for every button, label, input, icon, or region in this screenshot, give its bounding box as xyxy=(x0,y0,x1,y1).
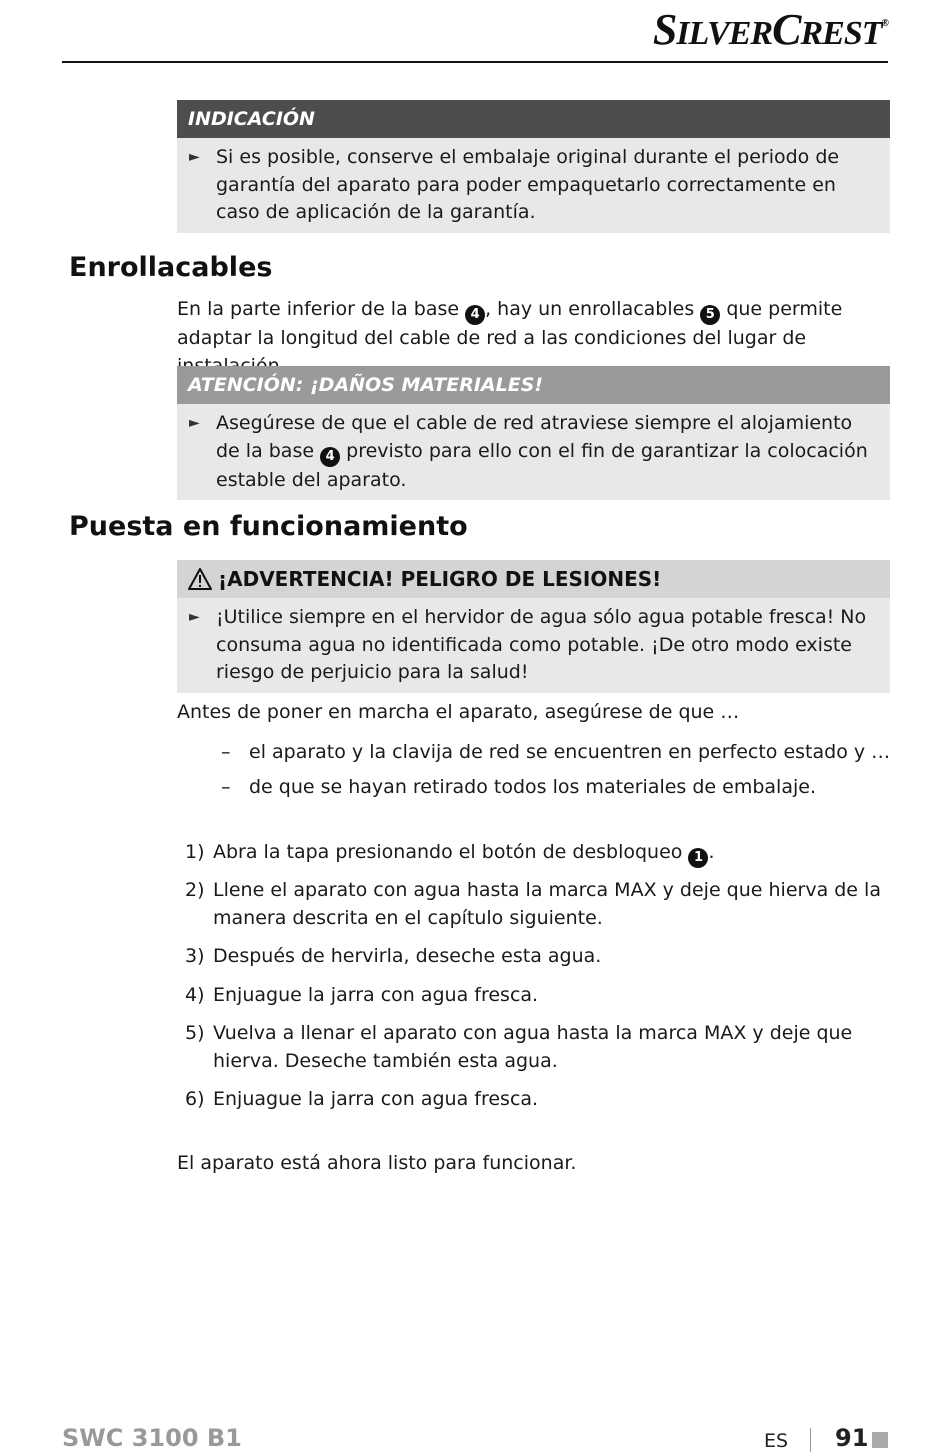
bullet-arrow-icon: ► xyxy=(189,415,200,431)
step-text: Vuelva a llenar el aparato con agua hasta la marca MAX y deje que hierva. Deseche también esta agua. xyxy=(213,1022,853,1072)
dash-marker: – xyxy=(221,741,231,763)
registered-mark: ® xyxy=(881,18,888,29)
brand-logo xyxy=(653,4,888,55)
warning-header xyxy=(177,560,890,598)
notice-title: INDICACIÓN xyxy=(177,100,890,138)
closing-text: El aparato está ahora listo para funcionar. xyxy=(177,1152,577,1174)
footer-language: ES xyxy=(764,1430,789,1452)
text-run: Abra la tapa presionando el botón de desbloqueo xyxy=(213,841,689,863)
brand-letters: ILVER xyxy=(676,15,773,52)
step-number: 2) xyxy=(185,879,205,901)
step-number: 3) xyxy=(185,945,205,967)
step-text xyxy=(213,839,883,868)
step-text: Llene el aparato con agua hasta la marca MAX y deje que hierva de la manera descrita en el capítulo siguiente. xyxy=(213,879,881,929)
caution-box xyxy=(177,366,890,500)
notice-text: Si es posible, conserve el embalaje original durante el periodo de garantía del aparato para poder empaquetarlo correctamente en caso de aplicación de la garantía. xyxy=(216,146,840,223)
warning-box xyxy=(177,560,890,693)
brand-letter: C xyxy=(772,5,801,54)
warning-triangle-icon xyxy=(188,564,212,602)
step-number: 5) xyxy=(185,1022,205,1044)
ref-number-badge: 5 xyxy=(700,305,720,325)
notice-body xyxy=(177,138,890,233)
section-heading-puesta: Puesta en funcionamiento xyxy=(69,511,468,542)
caution-title: ATENCIÓN: ¡DAÑOS MATERIALES! xyxy=(177,366,890,404)
warning-title: ¡ADVERTENCIA! PELIGRO DE LESIONES! xyxy=(218,567,662,591)
warning-text: ¡Utilice siempre en el hervidor de agua sólo agua potable fresca! No consuma agua no identificada como potable. ¡De otro modo existe riesgo de perjuicio para la salud! xyxy=(216,606,867,683)
text-run: Asegúrese de que el cable de red atraviese siempre el alojamiento de la base xyxy=(216,412,853,462)
text-run: previsto para ello con el fin de garantizar la colocación estable del aparato. xyxy=(216,439,868,491)
footer-square-icon xyxy=(872,1432,888,1448)
header-rule xyxy=(62,61,888,63)
bullet-arrow-icon: ► xyxy=(189,149,200,165)
brand-letter: S xyxy=(652,5,677,54)
step-number: 4) xyxy=(185,984,205,1006)
intro-text: Antes de poner en marcha el aparato, asegúrese de que … xyxy=(177,701,740,723)
notice-box xyxy=(177,100,890,233)
text-run: que permite adaptar la longitud del cable de red a las condiciones del lugar de xyxy=(177,298,843,349)
step-number: 1) xyxy=(185,841,205,863)
text-run: . xyxy=(708,841,715,863)
step-number: 6) xyxy=(185,1088,205,1110)
footer-divider xyxy=(810,1428,811,1452)
caution-body xyxy=(177,404,890,500)
footer-model: SWC 3100 B1 xyxy=(62,1424,242,1452)
bullet-arrow-icon: ► xyxy=(189,609,200,625)
step-text: Después de hervirla, deseche esta agua. xyxy=(213,945,602,967)
ref-number-badge: 1 xyxy=(688,848,708,868)
warning-body xyxy=(177,598,890,693)
step-text: Enjuague la jarra con agua fresca. xyxy=(213,1088,539,1110)
section-heading-enrollacables: Enrollacables xyxy=(69,252,273,283)
check-item: el aparato y la clavija de red se encuentren en perfecto estado y … xyxy=(249,741,891,763)
text-run: En la parte inferior de la base xyxy=(177,298,466,320)
page-number: 91 xyxy=(835,1424,869,1452)
text-run: , hay un enrollacables xyxy=(485,298,701,320)
step-text: Enjuague la jarra con agua fresca. xyxy=(213,984,539,1006)
dash-marker: – xyxy=(221,776,231,798)
ref-number-badge: 4 xyxy=(320,447,340,467)
ref-number-badge: 4 xyxy=(465,305,485,325)
brand-letters: REST xyxy=(800,15,882,52)
check-item: de que se hayan retirado todos los materiales de embalaje. xyxy=(249,776,816,798)
